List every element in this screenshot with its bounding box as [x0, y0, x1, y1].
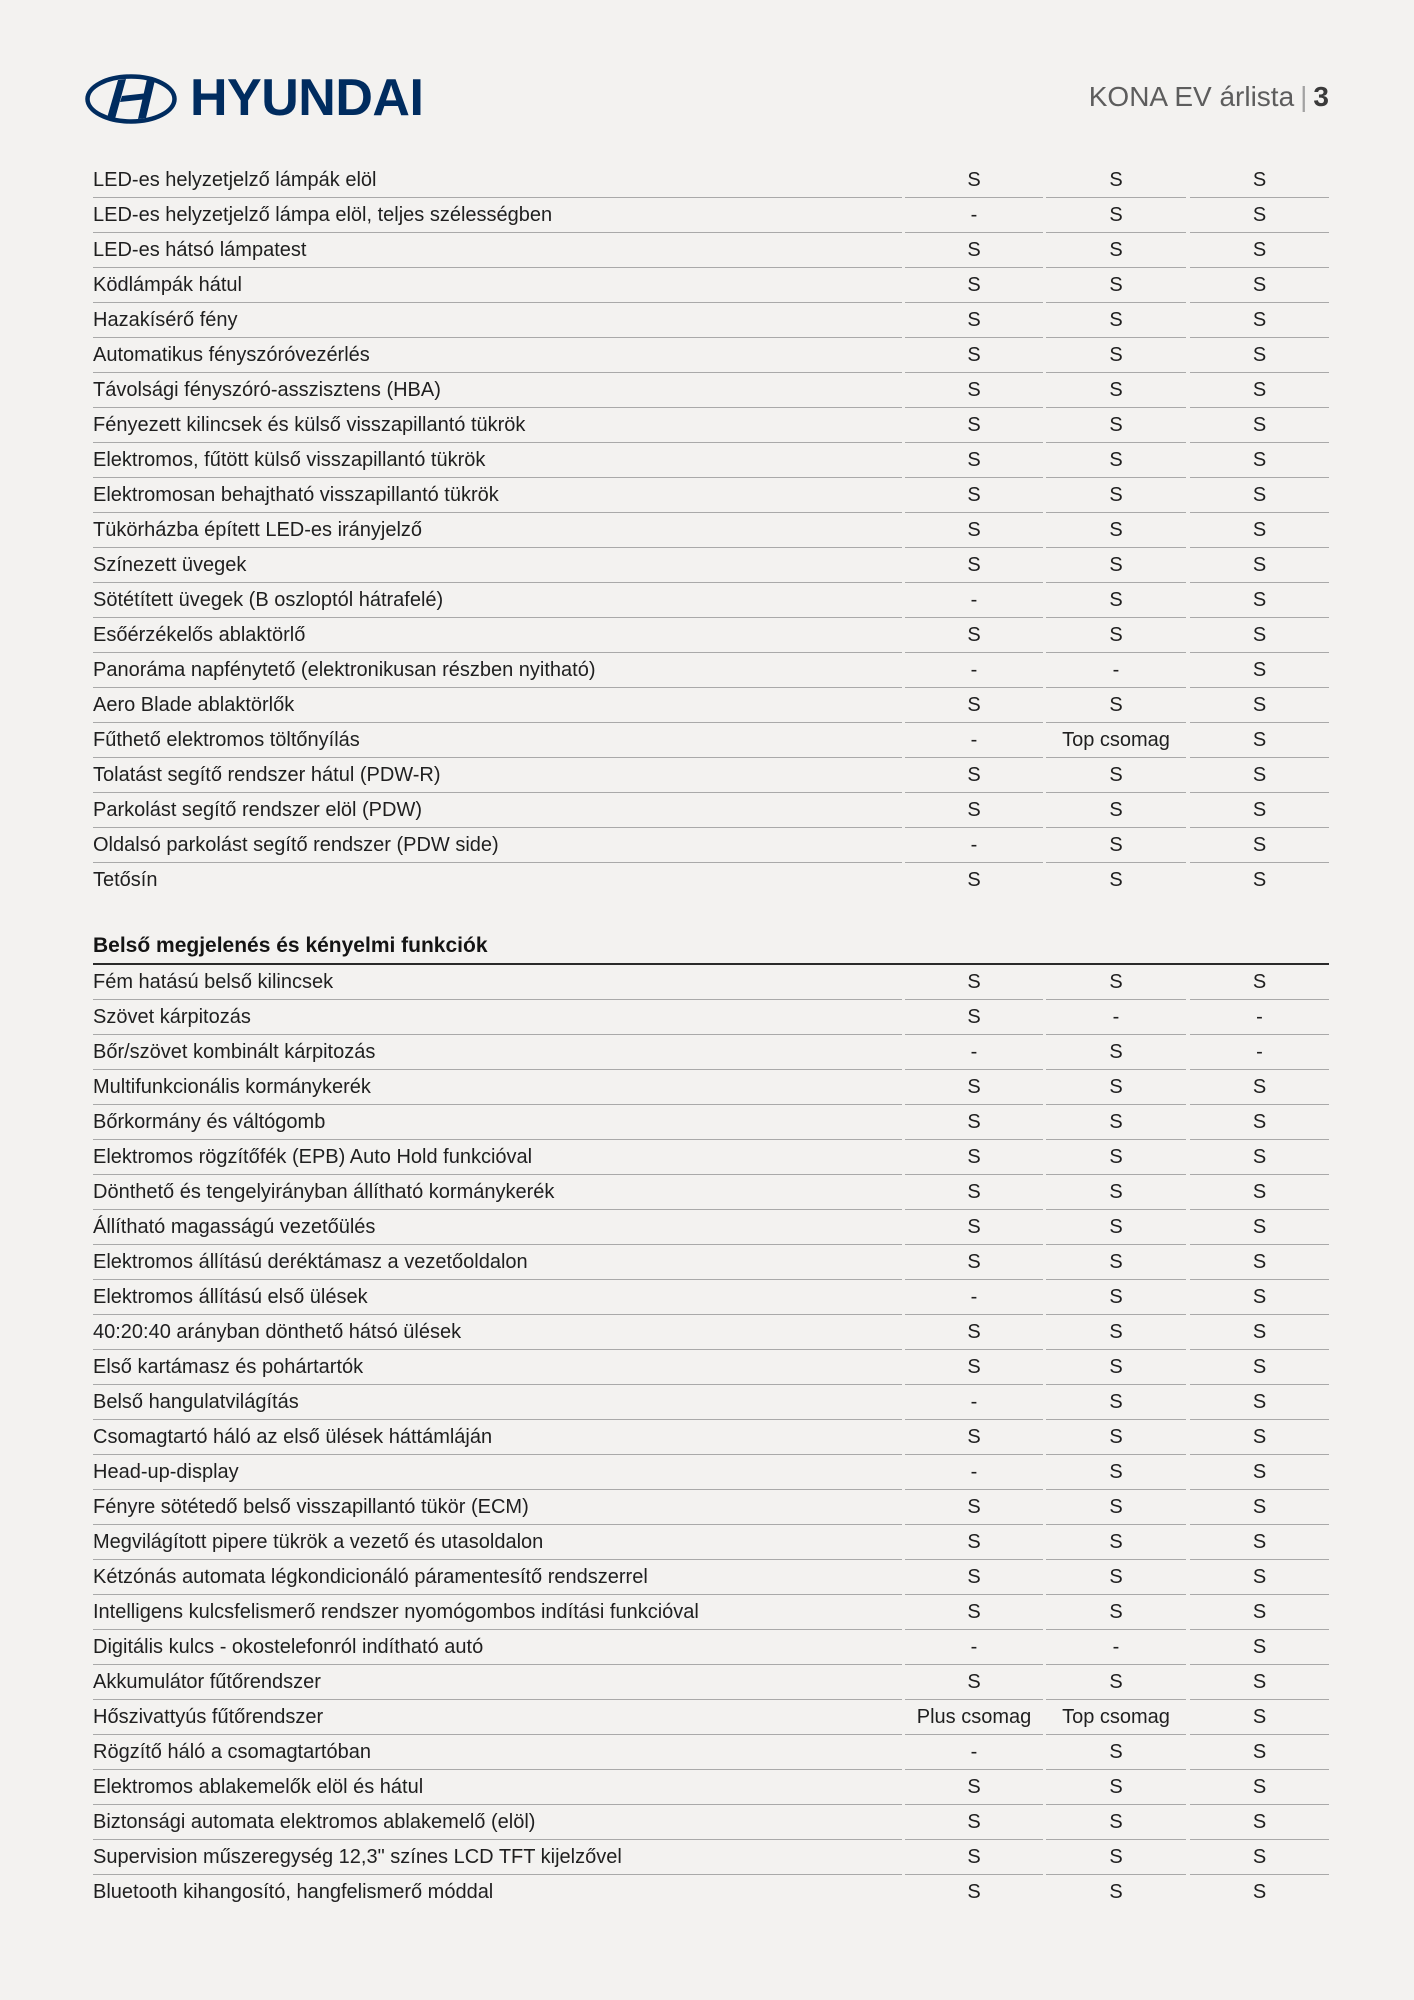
- equipment-value-col-3: S: [1190, 198, 1329, 233]
- feature-label: LED-es helyzetjelző lámpák elöl: [93, 163, 902, 198]
- feature-label: Állítható magasságú vezetőülés: [93, 1210, 902, 1245]
- table-row: [93, 793, 1329, 828]
- equipment-value-col-3: S: [1190, 965, 1329, 1000]
- table-row: [93, 443, 1329, 478]
- equipment-value-col-2: S: [1046, 583, 1186, 618]
- equipment-value-col-3: S: [1190, 408, 1329, 443]
- feature-label: Hazakísérő fény: [93, 303, 902, 338]
- equipment-value-col-1: -: [905, 1385, 1043, 1420]
- table-row: [93, 1140, 1329, 1175]
- table-row: [93, 758, 1329, 793]
- equipment-value-col-2: S: [1046, 268, 1186, 303]
- equipment-value-col-3: S: [1190, 1245, 1329, 1280]
- equipment-value-col-3: S: [1190, 1455, 1329, 1490]
- equipment-value-col-1: S: [967, 869, 981, 891]
- equipment-value-col-1: S: [905, 408, 1043, 443]
- table-row: [93, 863, 1329, 898]
- equipment-value-col-3: S: [1190, 1840, 1329, 1875]
- equipment-table: [93, 163, 1329, 1910]
- feature-label: Kétzónás automata légkondicionáló páramentesítő rendszerrel: [93, 1560, 902, 1595]
- equipment-value-col-1: S: [905, 1665, 1043, 1700]
- table-row: [93, 1525, 1329, 1560]
- equipment-value-col-3: S: [1190, 268, 1329, 303]
- table-row: [93, 408, 1329, 443]
- equipment-value-col-1: -: [905, 1735, 1043, 1770]
- feature-label: Megvilágított pipere tükrök a vezető és utasoldalon: [93, 1525, 902, 1560]
- equipment-value-col-3: S: [1190, 548, 1329, 583]
- table-row: [93, 1070, 1329, 1105]
- feature-label: Elektromos állítású deréktámasz a vezetőoldalon: [93, 1245, 902, 1280]
- feature-label: Elektromos, fűtött külső visszapillantó tükrök: [93, 443, 902, 478]
- equipment-value-col-3: S: [1190, 1770, 1329, 1805]
- equipment-value-col-2: S: [1046, 303, 1186, 338]
- equipment-value-col-2: S: [1046, 513, 1186, 548]
- equipment-value-col-2: -: [1046, 1630, 1186, 1665]
- table-row: [93, 1805, 1329, 1840]
- equipment-value-col-1: S: [905, 1210, 1043, 1245]
- equipment-value-col-3: S: [1190, 1315, 1329, 1350]
- table-row: [93, 303, 1329, 338]
- equipment-group: [93, 929, 1329, 1910]
- feature-label: Bluetooth kihangosító, hangfelismerő móddal: [93, 1881, 494, 1903]
- equipment-value-col-2: S: [1046, 688, 1186, 723]
- equipment-value-col-1: S: [905, 965, 1043, 1000]
- equipment-value-col-2: S: [1046, 1105, 1186, 1140]
- feature-label: Aero Blade ablaktörlők: [93, 688, 902, 723]
- equipment-value-col-1: -: [905, 1630, 1043, 1665]
- table-row: [93, 653, 1329, 688]
- equipment-value-col-2: S: [1046, 478, 1186, 513]
- equipment-value-col-3: S: [1190, 1490, 1329, 1525]
- table-row: [93, 1560, 1329, 1595]
- equipment-value-col-3: S: [1190, 1210, 1329, 1245]
- equipment-value-col-1: S: [905, 443, 1043, 478]
- feature-label: Supervision műszeregység 12,3" színes LCD TFT kijelzővel: [93, 1840, 902, 1875]
- table-row: [93, 1770, 1329, 1805]
- table-row: [93, 618, 1329, 653]
- equipment-value-col-1: -: [905, 198, 1043, 233]
- table-row: [93, 1105, 1329, 1140]
- equipment-value-col-1: S: [905, 1840, 1043, 1875]
- equipment-value-col-3: S: [1190, 1700, 1329, 1735]
- equipment-value-col-3: S: [1190, 828, 1329, 863]
- document-header: [1089, 80, 1329, 114]
- equipment-value-col-2: S: [1046, 1770, 1186, 1805]
- table-row: [93, 268, 1329, 303]
- hyundai-emblem-icon: [85, 74, 177, 124]
- equipment-value-col-2: S: [1046, 1490, 1186, 1525]
- equipment-value-col-3: S: [1190, 303, 1329, 338]
- equipment-value-col-1: S: [905, 1175, 1043, 1210]
- feature-label: Intelligens kulcsfelismerő rendszer nyomógombos indítási funkcióval: [93, 1595, 902, 1630]
- table-row: [93, 373, 1329, 408]
- equipment-value-col-1: S: [905, 1245, 1043, 1280]
- equipment-value-col-2: S: [1046, 1175, 1186, 1210]
- equipment-value-col-1: S: [905, 1105, 1043, 1140]
- table-row: [93, 1245, 1329, 1280]
- equipment-value-col-1: S: [905, 1070, 1043, 1105]
- feature-label: Bőr/szövet kombinált kárpitozás: [93, 1035, 902, 1070]
- equipment-value-col-2: S: [1046, 1840, 1186, 1875]
- equipment-value-col-3: S: [1190, 1350, 1329, 1385]
- equipment-value-col-1: S: [905, 758, 1043, 793]
- equipment-value-col-2: S: [1046, 443, 1186, 478]
- equipment-value-col-2: S: [1046, 1070, 1186, 1105]
- equipment-value-col-1: S: [905, 1770, 1043, 1805]
- equipment-value-col-1: S: [905, 513, 1043, 548]
- table-row: [93, 338, 1329, 373]
- table-row: [93, 233, 1329, 268]
- equipment-value-col-1: Plus csomag: [905, 1700, 1043, 1735]
- equipment-value-col-1: S: [967, 1881, 981, 1903]
- feature-label: Oldalsó parkolást segítő rendszer (PDW side): [93, 828, 902, 863]
- feature-label: Szövet kárpitozás: [93, 1000, 902, 1035]
- table-row: [93, 1315, 1329, 1350]
- feature-label: Színezett üvegek: [93, 548, 902, 583]
- equipment-value-col-1: S: [905, 1315, 1043, 1350]
- equipment-value-col-1: S: [905, 1490, 1043, 1525]
- feature-label: Rögzítő háló a csomagtartóban: [93, 1735, 902, 1770]
- equipment-value-col-3: -: [1190, 1000, 1329, 1035]
- equipment-value-col-1: S: [905, 688, 1043, 723]
- equipment-value-col-2: S: [1046, 1245, 1186, 1280]
- table-row: [93, 1035, 1329, 1070]
- feature-label: Tolatást segítő rendszer hátul (PDW-R): [93, 758, 902, 793]
- equipment-value-col-2: S: [1046, 548, 1186, 583]
- feature-label: Dönthető és tengelyirányban állítható kormánykerék: [93, 1175, 902, 1210]
- equipment-value-col-3: S: [1190, 1140, 1329, 1175]
- feature-label: Automatikus fényszóróvezérlés: [93, 338, 902, 373]
- equipment-value-col-3: S: [1190, 338, 1329, 373]
- equipment-value-col-2: S: [1046, 198, 1186, 233]
- hyundai-wordmark: HYUNDAI: [190, 69, 424, 127]
- equipment-value-col-1: S: [905, 793, 1043, 828]
- table-row: [93, 1000, 1329, 1035]
- equipment-value-col-3: S: [1190, 618, 1329, 653]
- equipment-value-col-3: -: [1190, 1035, 1329, 1070]
- equipment-value-col-1: -: [905, 723, 1043, 758]
- equipment-value-col-2: S: [1046, 793, 1186, 828]
- table-row: [93, 1630, 1329, 1665]
- equipment-value-col-1: S: [905, 1350, 1043, 1385]
- equipment-value-col-1: S: [905, 1140, 1043, 1175]
- equipment-value-col-1: S: [905, 233, 1043, 268]
- table-row: [93, 548, 1329, 583]
- equipment-value-col-2: S: [1046, 965, 1186, 1000]
- table-row: [93, 965, 1329, 1000]
- equipment-value-col-1: S: [905, 268, 1043, 303]
- equipment-value-col-1: S: [905, 1595, 1043, 1630]
- equipment-value-col-2: S: [1046, 1035, 1186, 1070]
- table-row: [93, 723, 1329, 758]
- equipment-value-col-2: S: [1046, 1210, 1186, 1245]
- equipment-value-col-1: S: [905, 338, 1043, 373]
- feature-label: LED-es hátsó lámpatest: [93, 233, 902, 268]
- section-heading: Belső megjelenés és kényelmi funkciók: [93, 929, 1329, 965]
- equipment-value-col-3: S: [1190, 163, 1329, 198]
- equipment-value-col-3: S: [1190, 1070, 1329, 1105]
- feature-label: LED-es helyzetjelző lámpa elöl, teljes szélességben: [93, 198, 902, 233]
- equipment-value-col-3: S: [1190, 583, 1329, 618]
- equipment-value-col-2: S: [1046, 1315, 1186, 1350]
- equipment-value-col-3: S: [1190, 513, 1329, 548]
- equipment-value-col-1: S: [905, 1525, 1043, 1560]
- equipment-value-col-2: S: [1046, 1385, 1186, 1420]
- table-row: [93, 1280, 1329, 1315]
- equipment-value-col-1: S: [905, 548, 1043, 583]
- equipment-value-col-3: S: [1190, 688, 1329, 723]
- equipment-value-col-2: S: [1046, 618, 1186, 653]
- equipment-value-col-3: S: [1190, 1630, 1329, 1665]
- equipment-value-col-1: -: [905, 1455, 1043, 1490]
- table-row: [93, 1350, 1329, 1385]
- equipment-value-col-2: S: [1046, 1280, 1186, 1315]
- equipment-value-col-1: S: [905, 1420, 1043, 1455]
- feature-label: Fűthető elektromos töltőnyílás: [93, 723, 902, 758]
- document-title: KONA EV árlista: [1088, 81, 1295, 112]
- feature-label: Elektromos ablakemelők elöl és hátul: [93, 1770, 902, 1805]
- equipment-value-col-1: S: [905, 1000, 1043, 1035]
- feature-label: Elektromosan behajtható visszapillantó tükrök: [93, 478, 902, 513]
- table-row: [93, 688, 1329, 723]
- equipment-value-col-1: -: [905, 583, 1043, 618]
- table-row: [93, 1175, 1329, 1210]
- equipment-value-col-3: S: [1190, 758, 1329, 793]
- equipment-value-col-2: S: [1046, 373, 1186, 408]
- equipment-value-col-2: S: [1046, 1525, 1186, 1560]
- table-row: [93, 1840, 1329, 1875]
- feature-label: Fényezett kilincsek és külső visszapillantó tükrök: [93, 408, 902, 443]
- feature-label: Fényre sötétedő belső visszapillantó tükör (ECM): [93, 1490, 902, 1525]
- equipment-value-col-1: -: [905, 1280, 1043, 1315]
- equipment-value-col-2: S: [1046, 1735, 1186, 1770]
- feature-label: Belső hangulatvilágítás: [93, 1385, 902, 1420]
- feature-label: Bőrkormány és váltógomb: [93, 1105, 902, 1140]
- equipment-value-col-3: S: [1190, 723, 1329, 758]
- equipment-value-col-2: S: [1046, 1420, 1186, 1455]
- table-row: [93, 478, 1329, 513]
- equipment-value-col-2: S: [1046, 1350, 1186, 1385]
- equipment-value-col-1: S: [905, 373, 1043, 408]
- feature-label: Esőérzékelős ablaktörlő: [93, 618, 902, 653]
- equipment-value-col-1: -: [905, 653, 1043, 688]
- equipment-value-col-2: Top csomag: [1046, 1700, 1186, 1735]
- feature-label: Fém hatású belső kilincsek: [93, 965, 902, 1000]
- table-row: [93, 1210, 1329, 1245]
- equipment-value-col-1: S: [905, 163, 1043, 198]
- equipment-value-col-2: S: [1046, 1140, 1186, 1175]
- equipment-value-col-2: S: [1046, 1665, 1186, 1700]
- equipment-value-col-3: S: [1190, 1105, 1329, 1140]
- feature-label: Multifunkcionális kormánykerék: [93, 1070, 902, 1105]
- equipment-value-col-3: S: [1190, 793, 1329, 828]
- emblem-graphic: [85, 74, 177, 124]
- equipment-value-col-2: S: [1046, 1455, 1186, 1490]
- equipment-value-col-1: -: [905, 1035, 1043, 1070]
- equipment-value-col-3: S: [1190, 1735, 1329, 1770]
- table-row: [93, 513, 1329, 548]
- feature-label: Hőszivattyús fűtőrendszer: [93, 1700, 902, 1735]
- equipment-value-col-2: S: [1109, 1881, 1123, 1903]
- equipment-value-col-3: S: [1252, 869, 1267, 891]
- table-row: [93, 828, 1329, 863]
- table-row: [93, 1490, 1329, 1525]
- equipment-value-col-2: S: [1046, 758, 1186, 793]
- equipment-value-col-2: -: [1046, 653, 1186, 688]
- feature-label: Panoráma napfénytető (elektronikusan részben nyitható): [93, 653, 902, 688]
- equipment-value-col-2: S: [1046, 1560, 1186, 1595]
- equipment-value-col-1: -: [905, 828, 1043, 863]
- table-row: [93, 583, 1329, 618]
- equipment-value-col-3: S: [1190, 1560, 1329, 1595]
- feature-label: Távolsági fényszóró-asszisztens (HBA): [93, 373, 902, 408]
- feature-label: Head-up-display: [93, 1455, 902, 1490]
- table-row: [93, 1455, 1329, 1490]
- equipment-value-col-2: S: [1046, 163, 1186, 198]
- table-row: [93, 1420, 1329, 1455]
- table-row: [93, 198, 1329, 233]
- equipment-value-col-2: S: [1046, 828, 1186, 863]
- table-row: [93, 1735, 1329, 1770]
- equipment-value-col-3: S: [1190, 653, 1329, 688]
- feature-label: Biztonsági automata elektromos ablakemelő (elöl): [93, 1805, 902, 1840]
- equipment-value-col-3: S: [1190, 1525, 1329, 1560]
- equipment-value-col-3: S: [1190, 1420, 1329, 1455]
- equipment-value-col-3: S: [1190, 1595, 1329, 1630]
- page-number: 3: [1313, 81, 1329, 112]
- feature-label: Tükörházba épített LED-es irányjelző: [93, 513, 902, 548]
- feature-label: Sötétített üvegek (B oszloptól hátrafelé): [93, 583, 902, 618]
- equipment-value-col-3: S: [1190, 373, 1329, 408]
- equipment-value-col-3: S: [1190, 1665, 1329, 1700]
- equipment-value-col-3: S: [1190, 233, 1329, 268]
- equipment-value-col-1: S: [905, 1805, 1043, 1840]
- table-row: [93, 1875, 1329, 1910]
- feature-label: Tetősín: [93, 869, 158, 891]
- equipment-value-col-3: S: [1190, 1175, 1329, 1210]
- feature-label: 40:20:40 arányban dönthető hátsó ülések: [93, 1315, 902, 1350]
- equipment-value-col-2: S: [1046, 408, 1186, 443]
- equipment-value-col-2: -: [1046, 1000, 1186, 1035]
- equipment-value-col-1: S: [905, 303, 1043, 338]
- feature-label: Ködlámpák hátul: [93, 268, 902, 303]
- equipment-value-col-3: S: [1190, 443, 1329, 478]
- equipment-value-col-3: S: [1252, 1881, 1267, 1903]
- equipment-value-col-2: S: [1046, 1805, 1186, 1840]
- table-row: [93, 163, 1329, 198]
- feature-label: Parkolást segítő rendszer elöl (PDW): [93, 793, 902, 828]
- equipment-value-col-2: Top csomag: [1046, 723, 1186, 758]
- feature-label: Akkumulátor fűtőrendszer: [93, 1665, 902, 1700]
- equipment-value-col-3: S: [1190, 1280, 1329, 1315]
- feature-label: Első kartámasz és pohártartók: [93, 1350, 902, 1385]
- equipment-value-col-1: S: [905, 618, 1043, 653]
- equipment-group: [93, 163, 1329, 898]
- header-separator: |: [1300, 81, 1308, 112]
- table-row: [93, 1385, 1329, 1420]
- equipment-value-col-2: S: [1109, 869, 1123, 891]
- equipment-value-col-3: S: [1190, 478, 1329, 513]
- feature-label: Digitális kulcs - okostelefonról indítható autó: [93, 1630, 902, 1665]
- equipment-value-col-3: S: [1190, 1385, 1329, 1420]
- table-row: [93, 1595, 1329, 1630]
- feature-label: Elektromos rögzítőfék (EPB) Auto Hold funkcióval: [93, 1140, 902, 1175]
- equipment-value-col-1: S: [905, 1560, 1043, 1595]
- equipment-value-col-3: S: [1190, 1805, 1329, 1840]
- equipment-value-col-2: S: [1046, 1595, 1186, 1630]
- equipment-value-col-2: S: [1046, 338, 1186, 373]
- feature-label: Elektromos állítású első ülések: [93, 1280, 902, 1315]
- equipment-value-col-1: S: [905, 478, 1043, 513]
- equipment-value-col-2: S: [1046, 233, 1186, 268]
- feature-label: Csomagtartó háló az első ülések háttámláján: [93, 1420, 902, 1455]
- table-row: [93, 1665, 1329, 1700]
- table-row: [93, 1700, 1329, 1735]
